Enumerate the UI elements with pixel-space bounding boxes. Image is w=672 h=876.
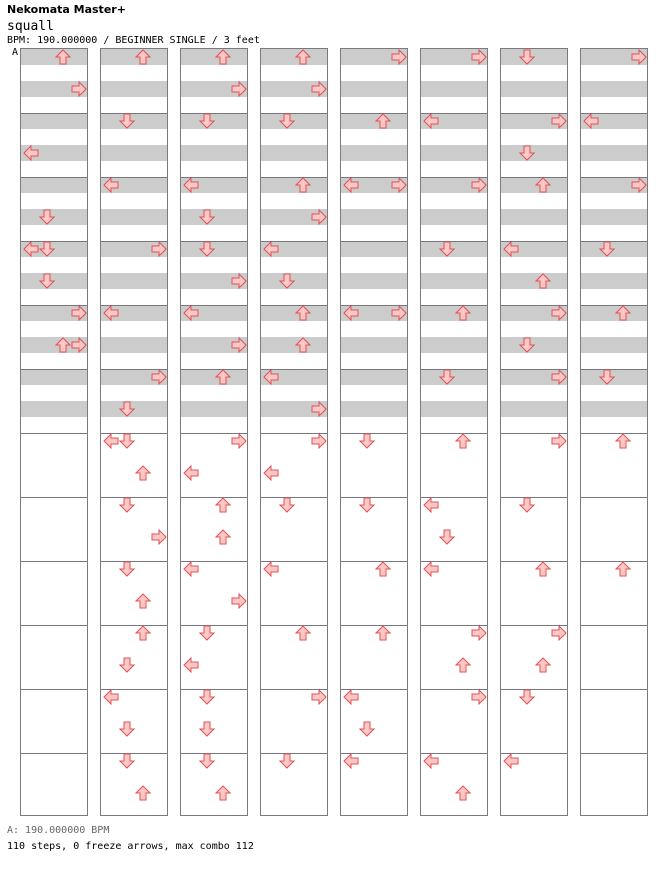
arrow-down-icon (199, 209, 215, 225)
arrow-up-icon (55, 49, 71, 65)
beat-stripe (21, 369, 87, 385)
beat-stripe (501, 177, 567, 193)
beat-stripe (21, 113, 87, 129)
arrow-up-icon (215, 497, 231, 513)
beat-stripe (341, 209, 407, 225)
arrow-left-icon (423, 753, 439, 769)
beat-stripe (101, 81, 167, 97)
arrow-down-icon (119, 721, 135, 737)
arrow-right-icon (311, 401, 327, 417)
measure-line (21, 561, 87, 562)
beat-stripe (21, 401, 87, 417)
beat-stripe (341, 401, 407, 417)
arrow-up-icon (215, 369, 231, 385)
arrow-down-icon (199, 689, 215, 705)
beat-stripe (501, 273, 567, 289)
chart-column-2 (100, 48, 168, 816)
arrow-right-icon (231, 593, 247, 609)
chart-column-8 (580, 48, 648, 816)
beat-stripe (421, 401, 487, 417)
arrow-left-icon (183, 177, 199, 193)
measure-line (21, 497, 87, 498)
chart-column-7 (500, 48, 568, 816)
arrow-up-icon (375, 625, 391, 641)
beat-stripe (421, 273, 487, 289)
measure-line (261, 305, 327, 306)
arrow-left-icon (343, 689, 359, 705)
beat-stripe (581, 209, 647, 225)
arrow-down-icon (519, 145, 535, 161)
arrow-down-icon (119, 561, 135, 577)
arrow-up-icon (135, 625, 151, 641)
beat-stripe (261, 49, 327, 65)
measure-line (261, 625, 327, 626)
arrow-right-icon (71, 305, 87, 321)
arrow-right-icon (391, 305, 407, 321)
measure-line (501, 561, 567, 562)
measure-line (21, 689, 87, 690)
arrow-left-icon (263, 241, 279, 257)
beat-stripe (581, 273, 647, 289)
arrow-right-icon (631, 177, 647, 193)
arrow-left-icon (343, 177, 359, 193)
arrow-up-icon (535, 273, 551, 289)
chart-column-5 (340, 48, 408, 816)
arrow-down-icon (39, 241, 55, 257)
arrow-up-icon (615, 305, 631, 321)
measure-line (581, 689, 647, 690)
chart-column-3 (180, 48, 248, 816)
arrow-up-icon (215, 785, 231, 801)
arrow-down-icon (119, 401, 135, 417)
arrow-right-icon (311, 433, 327, 449)
arrow-down-icon (39, 209, 55, 225)
arrow-right-icon (551, 625, 567, 641)
arrow-down-icon (519, 49, 535, 65)
measure-line (341, 241, 407, 242)
arrow-up-icon (135, 49, 151, 65)
arrow-up-icon (455, 657, 471, 673)
measure-line (341, 369, 407, 370)
chart-stats: 110 steps, 0 freeze arrows, max combo 112 (7, 841, 254, 852)
arrow-left-icon (183, 561, 199, 577)
chart-column-6 (420, 48, 488, 816)
arrow-left-icon (343, 753, 359, 769)
arrow-down-icon (519, 497, 535, 513)
arrow-up-icon (295, 625, 311, 641)
beat-stripe (341, 273, 407, 289)
arrow-down-icon (279, 273, 295, 289)
beat-stripe (501, 81, 567, 97)
measure-line (21, 369, 87, 370)
measure-line (21, 433, 87, 434)
measure-line (21, 753, 87, 754)
arrow-down-icon (39, 273, 55, 289)
beat-stripe (421, 209, 487, 225)
beat-stripe (581, 81, 647, 97)
arrow-up-icon (535, 561, 551, 577)
arrow-right-icon (311, 81, 327, 97)
arrow-right-icon (231, 81, 247, 97)
arrow-right-icon (151, 241, 167, 257)
measure-line (181, 369, 247, 370)
beat-stripe (21, 49, 87, 65)
arrow-down-icon (199, 241, 215, 257)
arrow-down-icon (119, 657, 135, 673)
arrow-up-icon (135, 465, 151, 481)
measure-line (21, 625, 87, 626)
arrow-right-icon (71, 337, 87, 353)
measure-line (581, 433, 647, 434)
arrow-up-icon (215, 49, 231, 65)
arrow-right-icon (551, 305, 567, 321)
arrow-down-icon (119, 497, 135, 513)
beat-stripe (101, 49, 167, 65)
arrow-up-icon (615, 433, 631, 449)
measure-line (421, 433, 487, 434)
beat-stripe (581, 305, 647, 321)
arrow-left-icon (583, 113, 599, 129)
arrow-up-icon (455, 305, 471, 321)
arrow-down-icon (359, 433, 375, 449)
arrow-left-icon (183, 305, 199, 321)
bpm-legend: A: 190.000000 BPM (7, 825, 110, 836)
arrow-right-icon (151, 369, 167, 385)
beat-stripe (101, 337, 167, 353)
arrow-left-icon (23, 145, 39, 161)
measure-line (341, 625, 407, 626)
arrow-right-icon (71, 81, 87, 97)
measure-line (101, 625, 167, 626)
arrow-right-icon (551, 369, 567, 385)
beat-stripe (261, 337, 327, 353)
arrow-left-icon (103, 433, 119, 449)
measure-line (581, 625, 647, 626)
arrow-left-icon (183, 657, 199, 673)
beat-stripe (181, 145, 247, 161)
arrow-down-icon (199, 625, 215, 641)
arrow-up-icon (455, 785, 471, 801)
beat-stripe (101, 145, 167, 161)
measure-line (501, 177, 567, 178)
arrow-down-icon (439, 369, 455, 385)
arrow-down-icon (119, 113, 135, 129)
measure-line (581, 497, 647, 498)
arrow-right-icon (311, 689, 327, 705)
arrow-down-icon (199, 113, 215, 129)
arrow-down-icon (279, 113, 295, 129)
arrow-left-icon (503, 241, 519, 257)
arrow-right-icon (551, 433, 567, 449)
arrow-left-icon (23, 241, 39, 257)
arrow-left-icon (263, 369, 279, 385)
beat-stripe (261, 177, 327, 193)
beat-stripe (581, 145, 647, 161)
measure-line (581, 305, 647, 306)
arrow-right-icon (471, 177, 487, 193)
arrow-left-icon (103, 305, 119, 321)
arrow-right-icon (471, 49, 487, 65)
bpm-marker-label: A (12, 47, 19, 58)
arrow-left-icon (263, 561, 279, 577)
beat-stripe (341, 337, 407, 353)
beat-stripe (421, 145, 487, 161)
arrow-right-icon (231, 273, 247, 289)
arrow-left-icon (263, 465, 279, 481)
game-title: Nekomata Master+ (7, 3, 126, 16)
arrow-down-icon (279, 497, 295, 513)
chart-info: BPM: 190.000000 / BEGINNER SINGLE / 3 feet (7, 35, 260, 46)
arrow-left-icon (503, 753, 519, 769)
arrow-down-icon (119, 433, 135, 449)
beat-stripe (181, 49, 247, 65)
beat-stripe (421, 337, 487, 353)
arrow-down-icon (359, 497, 375, 513)
measure-line (261, 177, 327, 178)
arrow-up-icon (295, 177, 311, 193)
measure-line (21, 177, 87, 178)
arrow-right-icon (391, 177, 407, 193)
arrow-up-icon (375, 561, 391, 577)
arrow-left-icon (423, 561, 439, 577)
beat-stripe (261, 145, 327, 161)
arrow-down-icon (279, 753, 295, 769)
arrow-left-icon (103, 689, 119, 705)
arrow-up-icon (295, 305, 311, 321)
beat-stripe (501, 209, 567, 225)
beat-stripe (581, 401, 647, 417)
arrow-up-icon (295, 337, 311, 353)
beat-stripe (21, 177, 87, 193)
measure-line (341, 113, 407, 114)
arrow-down-icon (119, 753, 135, 769)
arrow-up-icon (135, 593, 151, 609)
beat-stripe (261, 305, 327, 321)
beat-stripe (181, 401, 247, 417)
beat-stripe (501, 401, 567, 417)
measure-line (21, 113, 87, 114)
arrow-right-icon (231, 337, 247, 353)
measure-line (181, 497, 247, 498)
beat-stripe (101, 209, 167, 225)
arrow-up-icon (55, 337, 71, 353)
beat-stripe (581, 337, 647, 353)
arrow-right-icon (631, 49, 647, 65)
arrow-left-icon (423, 113, 439, 129)
arrow-down-icon (599, 369, 615, 385)
arrow-right-icon (551, 113, 567, 129)
arrow-down-icon (519, 337, 535, 353)
beat-stripe (181, 369, 247, 385)
arrow-up-icon (295, 49, 311, 65)
arrow-down-icon (599, 241, 615, 257)
arrow-right-icon (151, 529, 167, 545)
arrow-up-icon (535, 657, 551, 673)
beat-stripe (101, 273, 167, 289)
arrow-left-icon (103, 177, 119, 193)
arrow-down-icon (439, 241, 455, 257)
beat-stripe (341, 241, 407, 257)
beat-stripe (341, 113, 407, 129)
measure-line (421, 305, 487, 306)
arrow-down-icon (439, 529, 455, 545)
beat-stripe (341, 81, 407, 97)
arrow-right-icon (311, 209, 327, 225)
chart-column-4 (260, 48, 328, 816)
arrow-right-icon (231, 433, 247, 449)
arrow-up-icon (455, 433, 471, 449)
arrow-left-icon (343, 305, 359, 321)
arrow-down-icon (199, 721, 215, 737)
arrow-down-icon (359, 721, 375, 737)
arrow-up-icon (135, 785, 151, 801)
arrow-left-icon (423, 497, 439, 513)
arrow-down-icon (199, 753, 215, 769)
arrow-right-icon (471, 625, 487, 641)
arrow-down-icon (519, 689, 535, 705)
arrow-up-icon (615, 561, 631, 577)
chart-column-1 (20, 48, 88, 816)
song-title: squall (7, 19, 54, 34)
arrow-up-icon (535, 177, 551, 193)
arrow-up-icon (215, 529, 231, 545)
measure-line (341, 561, 407, 562)
measure-line (581, 561, 647, 562)
beat-stripe (341, 145, 407, 161)
arrow-left-icon (183, 465, 199, 481)
beat-stripe (421, 81, 487, 97)
measure-line (581, 753, 647, 754)
beat-stripe (341, 369, 407, 385)
arrow-right-icon (471, 689, 487, 705)
arrow-right-icon (391, 49, 407, 65)
arrow-up-icon (375, 113, 391, 129)
beat-stripe (421, 305, 487, 321)
